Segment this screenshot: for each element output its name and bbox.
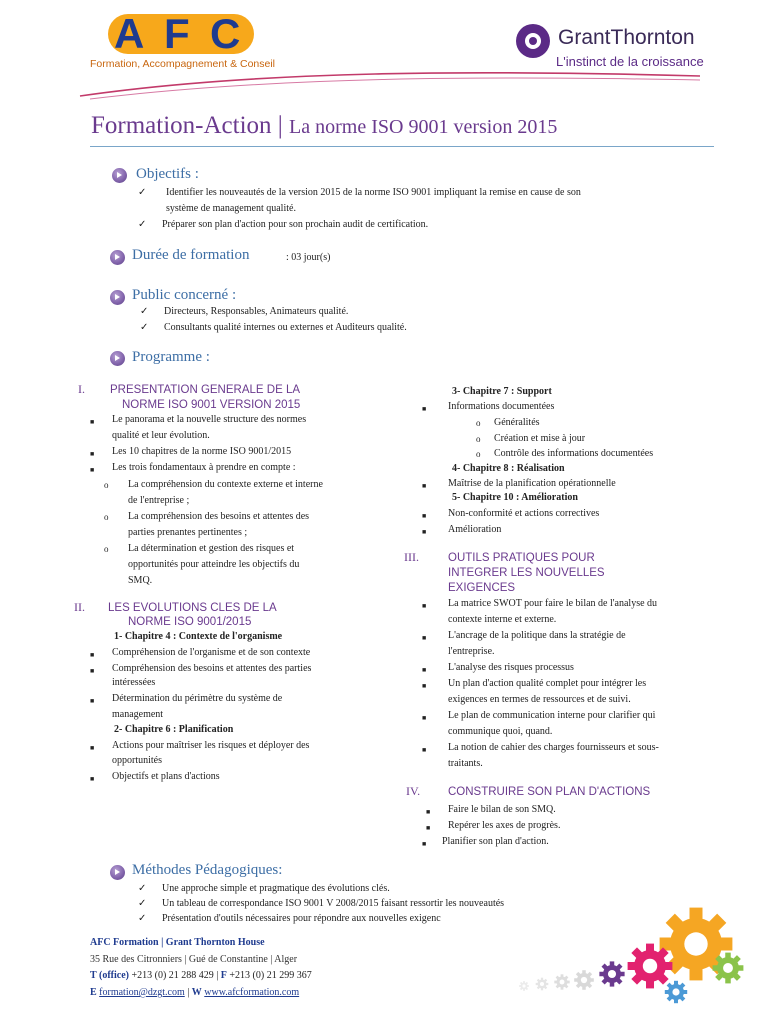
contact-separator: | — [187, 987, 190, 998]
footer-address: 35 Rue des Citronniers | Gué de Constantine | Alger — [90, 954, 298, 965]
section-2-number: II. — [74, 600, 85, 614]
ch7-sub-2: Création et mise à jour — [494, 433, 586, 444]
s1-sub-3: La détermination et gestion des risques et — [128, 543, 295, 554]
title-divider — [90, 146, 714, 147]
afc-letter-a: A — [114, 10, 145, 57]
methodes-item-3: Présentation d'outils nécessaires pour répondre aux nouvelles exigenc — [162, 913, 441, 924]
s3-line-4: Un plan d'action qualité complet pour intégrer les — [448, 678, 647, 689]
circle-bullet-icon: o — [476, 418, 481, 428]
section-4-title: CONSTRUIRE SON PLAN D'ACTIONS — [448, 786, 651, 798]
public-bullet-icon — [110, 290, 125, 305]
chapter-10-heading: 5- Chapitre 10 : Amélioration — [452, 492, 578, 503]
s3-line-4-cont: exigences en termes de ressources et de suivi. — [448, 694, 631, 705]
fax-label: F — [220, 970, 227, 981]
check-icon: ✓ — [140, 322, 149, 333]
section-3-number: III. — [404, 550, 419, 564]
s3-line-5-cont: communique quoi, quand. — [448, 726, 553, 737]
programme-heading: Programme : — [132, 349, 210, 365]
square-bullet-icon: ■ — [90, 418, 95, 426]
check-icon: ✓ — [138, 187, 147, 198]
check-icon: ✓ — [138, 898, 147, 909]
s1-sub-3-cont: opportunités pour atteindre les objectifs du — [128, 559, 300, 570]
ch4-item-2-cont: intéressées — [112, 677, 156, 688]
section-1-title-2: NORME ISO 9001 VERSION 2015 — [122, 399, 301, 411]
ch6-item-2: Objectifs et plans d'actions — [112, 771, 220, 782]
square-bullet-icon: ■ — [90, 697, 95, 705]
objectifs-item-1-cont: système de management qualité. — [166, 203, 296, 214]
s4-item-1: Faire le bilan de son SMQ. — [448, 804, 556, 815]
check-icon: ✓ — [140, 306, 149, 317]
square-bullet-icon: ■ — [90, 667, 95, 675]
square-bullet-icon: ■ — [426, 808, 431, 816]
square-bullet-icon: ■ — [422, 512, 427, 520]
section-1-number: I. — [78, 382, 85, 396]
public-item-1: Directeurs, Responsables, Animateurs qualité. — [164, 306, 349, 317]
ch4-item-3-cont: management — [112, 709, 164, 720]
page-title — [91, 112, 557, 140]
s1-sub-2-cont: parties prenantes pertinentes ; — [128, 527, 248, 538]
section-2-title-1: LES EVOLUTIONS CLES DE LA — [108, 602, 277, 614]
title-main: Formation-Action | — [91, 112, 283, 139]
gears-decoration-icon — [500, 896, 750, 1016]
ch7-item: Informations documentées — [448, 401, 555, 412]
s3-line-6: La notion de cahier des charges fournisseurs et sous- — [448, 742, 659, 753]
afc-letter-c: C — [210, 10, 241, 57]
square-bullet-icon: ■ — [90, 775, 95, 783]
square-bullet-icon: ■ — [422, 528, 427, 536]
s1-sub-1: La compréhension du contexte externe et interne — [128, 479, 323, 490]
objectifs-bullet-icon — [112, 168, 127, 183]
objectifs-heading: Objectifs : — [136, 166, 199, 182]
s3-line-1: La matrice SWOT pour faire le bilan de l'analyse du — [448, 598, 658, 609]
square-bullet-icon: ■ — [90, 466, 95, 474]
s1-line-2: qualité et leur évolution. — [112, 430, 210, 441]
section-3-title-1: OUTILS PRATIQUES POUR — [448, 552, 595, 564]
ch6-item-1-cont: opportunités — [112, 755, 162, 766]
section-1-title-1: PRESENTATION GENERALE DE LA — [110, 384, 301, 396]
public-item-2: Consultants qualité internes ou externes et Auditeurs qualité. — [164, 322, 407, 333]
s4-item-2: Repérer les axes de progrès. — [448, 820, 561, 831]
ch4-item-1: Compréhension de l'organisme et de son contexte — [112, 647, 311, 658]
chapter-4-heading: 1- Chapitre 4 : Contexte de l'organisme — [114, 631, 283, 642]
chapter-8-heading: 4- Chapitre 8 : Réalisation — [452, 463, 565, 474]
duree-bullet-icon — [110, 250, 125, 265]
ch10-item-2: Amélioration — [448, 524, 502, 535]
section-2-title-2: NORME ISO 9001/2015 — [128, 616, 252, 628]
s1-sub-1-cont: de l'entreprise ; — [128, 495, 190, 506]
square-bullet-icon: ■ — [422, 482, 427, 490]
square-bullet-icon: ■ — [90, 744, 95, 752]
duree-value: : 03 jour(s) — [286, 252, 331, 263]
afc-tagline: Formation, Accompagnement & Conseil — [90, 58, 276, 70]
public-heading: Public concerné : — [132, 287, 237, 303]
circle-bullet-icon: o — [104, 480, 109, 490]
footer-phone — [90, 969, 312, 983]
s1-line-1: Le panorama et la nouvelle structure des normes — [112, 414, 307, 425]
ch4-item-2: Compréhension des besoins et attentes des parties — [112, 663, 312, 674]
square-bullet-icon: ■ — [422, 682, 427, 690]
phone-value: +213 (0) 21 288 429 | — [131, 970, 219, 981]
ch4-item-3: Détermination du périmètre du système de — [112, 693, 283, 704]
web-label: W — [191, 987, 202, 998]
circle-bullet-icon: o — [476, 434, 481, 444]
s3-line-2-cont: l'entreprise. — [448, 646, 495, 657]
grant-thornton-name: GrantThornton — [558, 26, 695, 49]
section-3-title-3: EXIGENCES — [448, 582, 516, 594]
footer-company: AFC Formation | Grant Thornton House — [90, 937, 265, 948]
circle-bullet-icon: o — [104, 512, 109, 522]
s3-line-1-cont: contexte interne et externe. — [448, 614, 557, 625]
square-bullet-icon: ■ — [422, 634, 427, 642]
s3-line-2: L'ancrage de la politique dans la stratégie de — [448, 630, 626, 641]
check-icon: ✓ — [138, 219, 147, 230]
methodes-item-1: Une approche simple et pragmatique des évolutions clés. — [162, 883, 390, 894]
s1-sub-3-cont2: SMQ. — [128, 575, 153, 586]
ch7-sub-1: Généralités — [494, 417, 540, 428]
check-icon: ✓ — [138, 913, 147, 924]
ch7-sub-3: Contrôle des informations documentées — [494, 448, 654, 459]
methodes-item-2: Un tableau de correspondance ISO 9001 V 2008/2015 faisant ressortir les nouveautés — [162, 898, 505, 909]
square-bullet-icon: ■ — [422, 405, 427, 413]
title-sub: La norme ISO 9001 version 2015 — [289, 116, 558, 138]
ch6-item-1: Actions pour maîtriser les risques et déployer des — [112, 740, 310, 751]
duree-heading: Durée de formation — [132, 247, 250, 263]
s1-line-3: Les 10 chapitres de la norme ISO 9001/2015 — [112, 446, 292, 457]
square-bullet-icon: ■ — [422, 666, 427, 674]
check-icon: ✓ — [138, 883, 147, 894]
square-bullet-icon: ■ — [90, 450, 95, 458]
square-bullet-icon: ■ — [90, 651, 95, 659]
square-bullet-icon: ■ — [422, 602, 427, 610]
circle-bullet-icon: o — [476, 449, 481, 459]
grant-thornton-mark-icon — [516, 24, 550, 58]
s1-line-4: Les trois fondamentaux à prendre en compte : — [112, 462, 296, 473]
section-3-title-2: INTEGRER LES NOUVELLES — [448, 567, 605, 579]
email-link[interactable]: formation@dzgt.com — [99, 987, 185, 998]
s4-item-3: Planifier son plan d'action. — [442, 836, 549, 847]
s1-sub-2: La compréhension des besoins et attentes des — [128, 511, 310, 522]
s3-line-5: Le plan de communication interne pour clarifier qui — [448, 710, 656, 721]
section-4-number: IV. — [406, 784, 421, 798]
chapter-6-heading: 2- Chapitre 6 : Planification — [114, 724, 234, 735]
web-link[interactable]: www.afcformation.com — [204, 987, 300, 998]
objectifs-item-2: Préparer son plan d'action pour son prochain audit de certification. — [162, 219, 429, 230]
afc-letter-f: F — [164, 10, 190, 57]
circle-bullet-icon: o — [104, 544, 109, 554]
square-bullet-icon: ■ — [422, 714, 427, 722]
phone-label: T (office) — [90, 970, 129, 981]
s3-line-6-cont: traitants. — [448, 758, 483, 769]
ch8-item: Maîtrise de la planification opérationnelle — [448, 478, 616, 489]
afc-letters — [108, 10, 254, 57]
email-label: E — [90, 987, 97, 998]
footer-contact — [90, 986, 299, 1000]
objectifs-item-1: Identifier les nouveautés de la version 2015 de la norme ISO 9001 impliquant la remise en cause de son — [166, 187, 581, 198]
methodes-heading: Méthodes Pédagogiques: — [132, 862, 283, 878]
square-bullet-icon: ■ — [426, 824, 431, 832]
grant-thornton-tagline: L'instinct de la croissance — [556, 54, 704, 69]
header-swoosh — [60, 66, 710, 106]
ch10-item-1: Non-conformité et actions correctives — [448, 508, 600, 519]
programme-bullet-icon — [110, 351, 125, 366]
square-bullet-icon: ■ — [422, 746, 427, 754]
fax-value: +213 (0) 21 299 367 — [229, 970, 312, 981]
methodes-bullet-icon — [110, 865, 125, 880]
square-bullet-icon: ■ — [422, 840, 427, 848]
chapter-7-heading: 3- Chapitre 7 : Support — [452, 386, 552, 397]
s3-line-3: L'analyse des risques processus — [448, 662, 574, 673]
